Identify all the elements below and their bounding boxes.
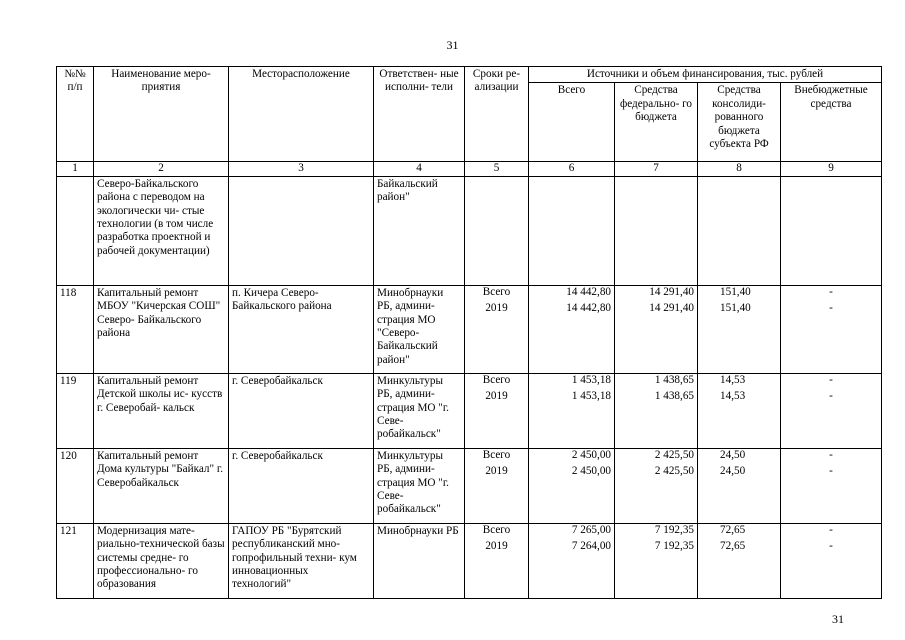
row-name: Модернизация мате- риально-технической базы системы средне- го профессионально- го образования	[94, 523, 229, 598]
value-cell: 14 291,40	[649, 301, 694, 314]
row-location: г. Северобайкальск	[229, 373, 374, 448]
row-consolidated	[698, 448, 781, 523]
row-responsible: Байкальский район"	[374, 176, 465, 285]
header-funding-group: Источники и объем финансирования, тыс. рублей	[529, 67, 882, 83]
column-number: 4	[374, 162, 465, 176]
value-cell: -	[829, 373, 833, 386]
value-cell: 151,40	[720, 301, 751, 314]
column-number: 7	[615, 162, 698, 176]
header-name: Наименование меро- приятия	[94, 67, 229, 162]
row-consolidated	[698, 285, 781, 373]
row-period	[465, 176, 529, 285]
row-period	[465, 448, 529, 523]
row-total	[529, 523, 615, 598]
page-number-bottom: 31	[832, 612, 844, 626]
row-total	[529, 285, 615, 373]
header-num: №№ п/п	[57, 67, 94, 162]
row-location	[229, 176, 374, 285]
row-total	[529, 448, 615, 523]
column-number: 2	[94, 162, 229, 176]
value-cell: 24,50	[720, 448, 746, 461]
value-cell: 14 442,80	[566, 285, 611, 298]
row-period	[465, 523, 529, 598]
row-offbudget	[781, 373, 882, 448]
column-number: 8	[698, 162, 781, 176]
row-name: Капитальный ремонт Детской школы ис- кусств г. Северобай- кальск	[94, 373, 229, 448]
value-cell: 72,65	[720, 523, 746, 536]
value-cell: 1 438,65	[654, 373, 694, 386]
row-consolidated	[698, 176, 781, 285]
table-row	[57, 448, 882, 523]
period-label: Всего	[482, 373, 511, 386]
row-responsible: Минкультуры РБ, админи- страция МО "г. Севе- робайкальск"	[374, 373, 465, 448]
table-row	[57, 373, 882, 448]
row-responsible: Минобрнауки РБ, админи- страция МО "Северо- Байкальский район"	[374, 285, 465, 373]
value-cell: 14 291,40	[649, 285, 694, 298]
value-cell: 2 425,50	[654, 448, 694, 461]
value-cell: 2 425,50	[654, 464, 694, 477]
header-offbudget: Внебюджетные средства	[781, 83, 882, 162]
period-label: 2019	[485, 464, 508, 477]
value-cell: -	[829, 389, 833, 402]
row-period	[465, 285, 529, 373]
value-cell: 2 450,00	[571, 448, 611, 461]
value-cell: -	[829, 301, 833, 314]
header-row	[57, 67, 882, 83]
value-cell: 72,65	[720, 539, 746, 552]
value-cell: 7 192,35	[654, 523, 694, 536]
value-cell: -	[829, 285, 833, 298]
row-name: Капитальный ремонт Дома культуры "Байкал" г. Северобайкальск	[94, 448, 229, 523]
row-location: ГАПОУ РБ "Бурятский республиканский мно- гопрофильный техни- кум инновационных технологий"	[229, 523, 374, 598]
row-number	[57, 176, 94, 285]
page-number-top: 31	[446, 38, 459, 52]
row-number: 119	[57, 373, 94, 448]
row-location: п. Кичера Северо- Байкальского района	[229, 285, 374, 373]
row-offbudget	[781, 523, 882, 598]
period-label: 2019	[485, 539, 508, 552]
row-offbudget	[781, 176, 882, 285]
value-cell: 7 264,00	[571, 539, 611, 552]
row-name: Капитальный ремонт МБОУ "Кичерская СОШ" Северо- Байкальского района	[94, 285, 229, 373]
row-consolidated	[698, 523, 781, 598]
row-offbudget	[781, 285, 882, 373]
financing-table	[56, 66, 882, 599]
value-cell: 7 265,00	[571, 523, 611, 536]
column-number: 6	[529, 162, 615, 176]
header-federal: Средства федерально- го бюджета	[615, 83, 698, 162]
period-label: Всего	[482, 523, 511, 536]
table-row	[57, 285, 882, 373]
value-cell: 1 453,18	[571, 389, 611, 402]
row-federal	[615, 523, 698, 598]
row-name: Северо-Байкальского района с переводом на экологически чи- стые технологии (в том числе разработка проектной и рабочей документации)	[94, 176, 229, 285]
value-cell: 151,40	[720, 285, 751, 298]
period-label: Всего	[482, 285, 511, 298]
row-federal	[615, 373, 698, 448]
value-cell: -	[829, 523, 833, 536]
value-cell: 2 450,00	[571, 464, 611, 477]
value-cell: 14,53	[720, 373, 746, 386]
value-cell: 24,50	[720, 464, 746, 477]
row-period	[465, 373, 529, 448]
table-row	[57, 176, 882, 285]
row-federal	[615, 448, 698, 523]
value-cell: 14 442,80	[566, 301, 611, 314]
row-responsible: Минобрнауки РБ	[374, 523, 465, 598]
row-number: 118	[57, 285, 94, 373]
column-number-row	[57, 162, 882, 176]
period-label: Всего	[482, 448, 511, 461]
table-row	[57, 523, 882, 598]
value-cell: -	[829, 464, 833, 477]
value-cell: -	[829, 539, 833, 552]
header-location: Месторасположение	[229, 67, 374, 162]
value-cell: 14,53	[720, 389, 746, 402]
column-number: 1	[57, 162, 94, 176]
row-responsible: Минкультуры РБ, админи- страция МО "г. Севе- робайкальск"	[374, 448, 465, 523]
column-number: 9	[781, 162, 882, 176]
header-period: Сроки ре- ализации	[465, 67, 529, 162]
row-location: г. Северобайкальск	[229, 448, 374, 523]
value-cell: 1 438,65	[654, 389, 694, 402]
value-cell: 1 453,18	[571, 373, 611, 386]
value-cell: 7 192,35	[654, 539, 694, 552]
header-total: Всего	[529, 83, 615, 162]
period-label: 2019	[485, 389, 508, 402]
row-number: 121	[57, 523, 94, 598]
row-federal	[615, 176, 698, 285]
column-number: 3	[229, 162, 374, 176]
row-total	[529, 176, 615, 285]
row-federal	[615, 285, 698, 373]
row-consolidated	[698, 373, 781, 448]
period-label: 2019	[485, 301, 508, 314]
value-cell: -	[829, 448, 833, 461]
header-responsible: Ответствен- ные исполни- тели	[374, 67, 465, 162]
column-number: 5	[465, 162, 529, 176]
row-total	[529, 373, 615, 448]
header-consolidated: Средства консолиди- рованного бюджета субъекта РФ	[698, 83, 781, 162]
row-number: 120	[57, 448, 94, 523]
row-offbudget	[781, 448, 882, 523]
